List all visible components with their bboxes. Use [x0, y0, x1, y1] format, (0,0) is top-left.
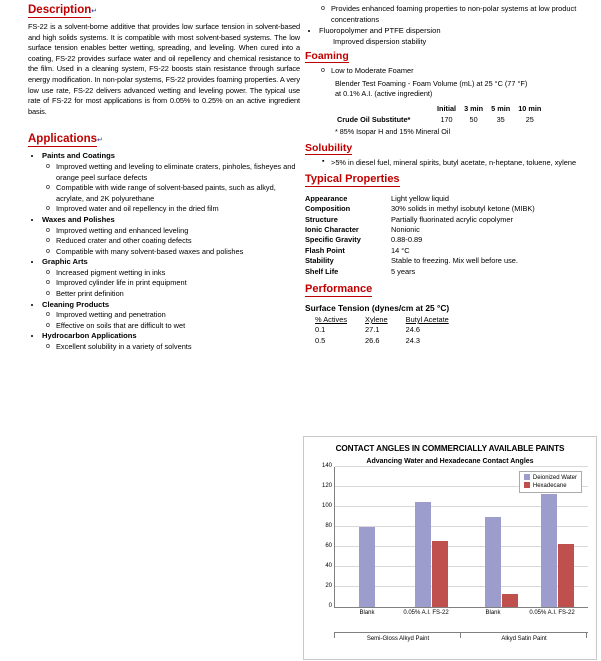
chart-legend [519, 471, 582, 493]
application-group-label: Hydrocarbon Applications [42, 331, 137, 341]
list-item: o Compatible with many solvent-based waxes and polishes [56, 247, 300, 258]
pilcrow-mark: ↵ [97, 137, 103, 145]
table-row [337, 104, 547, 113]
column-header: % Actives [315, 315, 348, 324]
foaming-table [335, 102, 549, 126]
x-tick-label: 0.05% A.I. FS-22 [529, 610, 575, 616]
foaming-test-sub: at 0.1% A.I. (active ingredient) [335, 88, 433, 98]
property-key: Shelf Life [305, 266, 339, 276]
column-header: Initial [437, 104, 457, 114]
property-key: Appearance [305, 193, 348, 203]
table-row [305, 235, 593, 245]
applications-heading: Applications [28, 133, 98, 146]
performance-subtitle: Surface Tension (dynes/cm at 25 °C) [305, 303, 450, 313]
list-item: ▪ >5% in diesel fuel, mineral spirits, butyl acetate, n-heptane, toluene, xylene [331, 158, 593, 169]
application-group-label: Waxes and Polishes [42, 214, 115, 224]
foaming-heading: Foaming [305, 50, 349, 63]
property-value: Partially fluorinated acrylic copolymer [391, 214, 513, 224]
column-header: 10 min [518, 104, 542, 114]
application-group-label: Cleaning Products [42, 299, 110, 309]
y-tick-label: 80 [325, 523, 332, 529]
table-row [305, 215, 593, 225]
y-tick-label: 140 [321, 463, 332, 469]
bar-water-fs22-2 [541, 494, 557, 607]
y-tick-label: 20 [325, 583, 332, 589]
bar-hexadecane-fs22-1 [432, 541, 448, 607]
table-row [305, 225, 593, 235]
description-body: FS-22 is a solvent-borne additive that provides low surface tension in solvent-based and high solids systems. It is compatible with most solvent-based systems. The low surface tension enables better wetting, spreading, and leveling. When cured into a coating, FS-22 provides surface water and oil repellency and chemical resistance to the film. Used in a cleaning system, FS-22 boosts stain resistance through surface energy modification. In non-polar systems, FS-22 provides foaming properties. A very low use rate, FS-22 delivers advanced wetting and leveling power. The typical use rate of FS-22 for most applications is from 0.05% to 0.25% on an active ingredient basis. [28, 22, 300, 116]
legend-label: Hexadecane [532, 483, 567, 489]
bar-water-fs22-1 [415, 502, 431, 607]
property-value: Nonionic [391, 224, 420, 234]
list-item: o Improved wetting and leveling to eliminate craters, pinholes, fisheyes and orange peel surface defects [56, 162, 300, 183]
list-item: o Improved water and oil repellency in the dried film [56, 204, 300, 215]
table-row [305, 256, 593, 266]
list-item: o Excellent solubility in a variety of solvents [56, 342, 300, 353]
pilcrow-mark: ↵ [91, 8, 98, 15]
x-tick-label: Blank [359, 610, 375, 616]
dispersion-stability-line: Improved dispersion stability [333, 36, 427, 46]
group-label: Alkyd Satin Paint [501, 636, 547, 642]
cell-value: 26.6 [365, 335, 380, 345]
list-item: o Compatible with wide range of solvent-based paints, such as alkyd, acrylate, and 2K polyurethane [56, 183, 300, 204]
list-item [42, 151, 300, 215]
bar-hexadecane-fs22-2 [558, 544, 574, 607]
column-header: 5 min [491, 104, 511, 114]
continued-list [305, 26, 593, 37]
table-row [315, 336, 467, 346]
description-heading: Description [28, 4, 92, 16]
cell-value: 0.1 [315, 325, 326, 335]
continued-sublist [305, 4, 593, 25]
typical-properties-section [305, 173, 593, 277]
x-tick-label: 0.05% A.I. FS-22 [403, 610, 449, 616]
legend-item-hexadecane [524, 482, 577, 490]
right-column [305, 2, 593, 350]
property-key: Stability [305, 256, 334, 266]
cell-value: 25 [525, 115, 534, 125]
application-sublist [42, 226, 300, 258]
foaming-test-block [335, 79, 593, 136]
list-item: o Increased pigment wetting in inks [56, 268, 300, 279]
applications-list [28, 151, 300, 352]
list-item: o Provides enhanced foaming properties to non-polar systems at low product concentrations [331, 4, 593, 25]
application-sublist [42, 268, 300, 300]
table-row [315, 315, 467, 325]
property-value: 5 years [391, 266, 416, 276]
group-label: Semi-Gloss Alkyd Paint [366, 636, 430, 642]
y-tick-label: 0 [328, 603, 332, 609]
list-item: o Improved wetting and penetration [56, 310, 300, 321]
typical-properties-table [305, 194, 593, 277]
y-tick-label: 120 [321, 483, 332, 489]
foaming-bullets [305, 66, 593, 77]
list-item [42, 331, 300, 352]
typical-properties-heading: Typical Properties [305, 172, 400, 185]
column-header: Xylene [365, 315, 388, 324]
bar-water-blank-1 [359, 527, 375, 607]
cell-value: 24.6 [405, 325, 421, 335]
table-row [315, 325, 467, 335]
axis-tick [334, 633, 335, 638]
column-header: Butyl Acetate [405, 315, 449, 324]
property-key: Specific Gravity [305, 235, 361, 245]
y-tick-label: 60 [325, 543, 332, 549]
cell-value: 170 [440, 115, 453, 125]
chart-group-labels [334, 632, 588, 647]
bar-hexadecane-blank-2 [502, 594, 518, 607]
bar-water-blank-2 [485, 517, 501, 607]
table-row [305, 204, 593, 214]
description-section [28, 4, 300, 117]
gridline [321, 463, 588, 469]
list-item: • Fluoropolymer and PTFE dispersion [319, 26, 593, 37]
row-label: Crude Oil Substitute* [337, 115, 411, 125]
foaming-footnote: * 85% Isopar H and 15% Mineral Oil [335, 127, 451, 137]
performance-section [305, 283, 593, 346]
application-sublist [42, 310, 300, 331]
solubility-heading: Solubility [305, 142, 353, 155]
legend-swatch-icon [524, 474, 530, 480]
table-row [337, 115, 547, 124]
list-item: o Reduced crater and other coating defects [56, 236, 300, 247]
property-value: 30% solids in methyl isobutyl ketone (MIBK) [391, 204, 535, 214]
foaming-bullet-text: Low to Moderate Foamer [331, 66, 414, 76]
legend-label: Deionized Water [532, 475, 577, 481]
foaming-test-title: Blender Test Foaming - Foam Volume (mL) at 25 °C (77 °F) [335, 78, 528, 88]
application-sublist [42, 162, 300, 215]
foaming-section [305, 50, 593, 136]
list-item [42, 215, 300, 257]
chart-plot-area [321, 463, 588, 609]
axis-tick [586, 633, 587, 638]
y-tick-label: 100 [321, 503, 332, 509]
application-group-label: Paints and Coatings [42, 151, 115, 161]
x-tick-label: Blank [485, 610, 501, 616]
table-row [305, 194, 593, 204]
list-item [42, 257, 300, 299]
list-item: o Improved wetting and enhanced leveling [56, 226, 300, 237]
list-item [331, 66, 593, 77]
chart-subtitle: Advancing Water and Hexadecane Contact Angles [366, 458, 534, 465]
property-key: Composition [305, 204, 351, 214]
property-value: Light yellow liquid [391, 193, 449, 203]
cell-value: 27.1 [365, 325, 380, 335]
axis-tick [460, 633, 461, 638]
property-value: Stable to freezing. Mix well before use. [391, 256, 518, 266]
left-column [28, 4, 300, 359]
cell-value: 24.3 [405, 335, 421, 345]
cell-value: 0.5 [315, 335, 326, 345]
application-sublist [42, 342, 300, 353]
chart-title: CONTACT ANGLES IN COMMERCIALLY AVAILABLE PAINTS [335, 444, 565, 453]
property-key: Structure [305, 214, 338, 224]
cell-value: 50 [469, 115, 478, 125]
performance-heading: Performance [305, 283, 373, 295]
solubility-bullets [305, 158, 593, 169]
list-item [42, 300, 300, 332]
property-key: Ionic Character [305, 224, 359, 234]
cell-value: 35 [496, 115, 505, 125]
legend-item-water [524, 474, 577, 482]
applications-section [28, 133, 300, 352]
property-value: 14 °C [391, 245, 410, 255]
chart-x-labels [334, 610, 588, 632]
property-key: Flash Point [305, 245, 345, 255]
table-row [305, 246, 593, 256]
solubility-section [305, 142, 593, 169]
list-item: o Improved cylinder life in print equipment [56, 278, 300, 289]
performance-table [315, 315, 467, 346]
column-header: 3 min [464, 104, 484, 114]
y-tick-label: 40 [325, 563, 332, 569]
property-value: 0.88-0.89 [391, 235, 423, 245]
legend-swatch-icon [524, 482, 530, 488]
list-item: o Effective on soils that are difficult to wet [56, 321, 300, 332]
contact-angle-chart [303, 436, 597, 660]
table-row [305, 267, 593, 277]
application-group-label: Graphic Arts [42, 257, 88, 267]
list-item: o Better print definition [56, 289, 300, 300]
